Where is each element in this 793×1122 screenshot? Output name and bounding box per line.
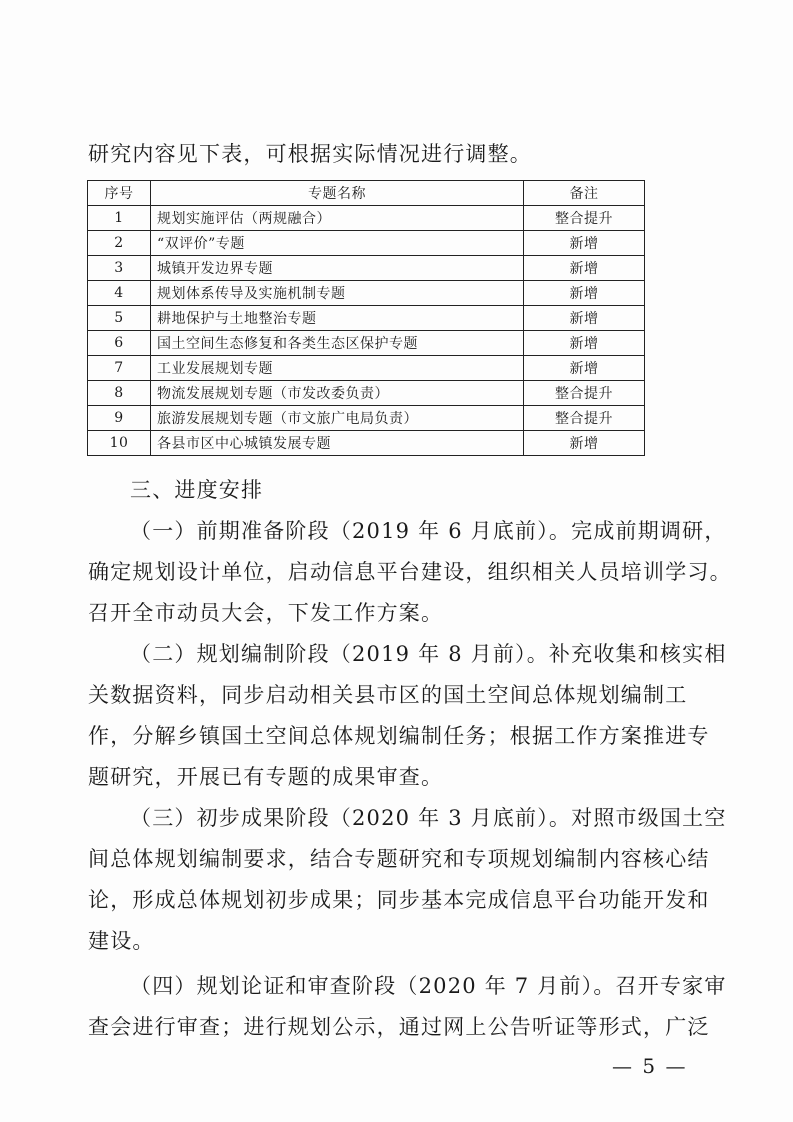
table-row [88, 406, 645, 431]
page-number: — 5 — [612, 1054, 688, 1078]
table-row [88, 231, 645, 256]
row-num: 1 [88, 206, 151, 231]
row-name: 工业发展规划专题 [151, 356, 524, 381]
row-name: 国土空间生态修复和各类生态区保护专题 [151, 331, 524, 356]
row-name: 耕地保护与土地整治专题 [151, 306, 524, 331]
row-num: 10 [88, 431, 151, 456]
header-note: 备注 [524, 181, 645, 206]
section-heading: 三、进度安排 [130, 478, 264, 502]
table-row [88, 206, 645, 231]
row-name: 物流发展规划专题（市发改委负责） [151, 381, 524, 406]
row-name: 城镇开发边界专题 [151, 256, 524, 281]
row-num: 7 [88, 356, 151, 381]
paragraph-line: （一）前期准备阶段（2019 年 6 月底前）。完成前期调研， [130, 519, 727, 543]
row-num: 2 [88, 231, 151, 256]
paragraph-line: 确定规划设计单位，启动信息平台建设，组织相关人员培训学习。 [88, 560, 732, 584]
row-note: 新增 [524, 281, 645, 306]
row-note: 新增 [524, 231, 645, 256]
row-note: 整合提升 [524, 381, 645, 406]
row-name: “双评价”专题 [151, 231, 524, 256]
table-row [88, 356, 645, 381]
row-note: 新增 [524, 256, 645, 281]
paragraph-line: 间总体规划编制要求，结合专题研究和专项规划编制内容核心结 [88, 847, 710, 871]
table-row [88, 281, 645, 306]
row-note: 整合提升 [524, 406, 645, 431]
table-row [88, 431, 645, 456]
row-num: 6 [88, 331, 151, 356]
intro-text: 研究内容见下表，可根据实际情况进行调整。 [88, 142, 532, 166]
paragraph-line: （二）规划编制阶段（2019 年 8 月前）。补充收集和核实相 [130, 642, 727, 666]
header-name: 专题名称 [151, 181, 524, 206]
row-num: 3 [88, 256, 151, 281]
row-num: 4 [88, 281, 151, 306]
paragraph-line: 论，形成总体规划初步成果；同步基本完成信息平台功能开发和 [88, 888, 710, 912]
paragraph-line: 作，分解乡镇国土空间总体规划编制任务；根据工作方案推进专 [88, 724, 710, 748]
paragraph-line: 题研究，开展已有专题的成果审查。 [88, 765, 444, 789]
row-name: 规划体系传导及实施机制专题 [151, 281, 524, 306]
paragraph-line: 建设。 [88, 929, 155, 953]
row-num: 9 [88, 406, 151, 431]
research-topics-table [87, 180, 645, 456]
row-name: 规划实施评估（两规融合） [151, 206, 524, 231]
row-note: 新增 [524, 431, 645, 456]
table-header-row [88, 181, 645, 206]
paragraph-line: 查会进行审查；进行规划公示，通过网上公告听证等形式，广泛 [88, 1015, 710, 1039]
paragraph-line: 关数据资料，同步启动相关县市区的国土空间总体规划编制工 [88, 683, 688, 707]
row-note: 新增 [524, 306, 645, 331]
paragraph-line: 召开全市动员大会，下发工作方案。 [88, 601, 444, 625]
row-num: 5 [88, 306, 151, 331]
header-num: 序号 [88, 181, 151, 206]
row-note: 新增 [524, 331, 645, 356]
paragraph-line: （三）初步成果阶段（2020 年 3 月底前）。对照市级国土空 [130, 806, 727, 830]
table-row [88, 306, 645, 331]
row-note: 新增 [524, 356, 645, 381]
row-num: 8 [88, 381, 151, 406]
table-row [88, 256, 645, 281]
paragraph-line: （四）规划论证和审查阶段（2020 年 7 月前）。召开专家审 [130, 974, 727, 998]
table-row [88, 331, 645, 356]
table-row [88, 381, 645, 406]
row-name: 各县市区中心城镇发展专题 [151, 431, 524, 456]
row-name: 旅游发展规划专题（市文旅广电局负责） [151, 406, 524, 431]
row-note: 整合提升 [524, 206, 645, 231]
